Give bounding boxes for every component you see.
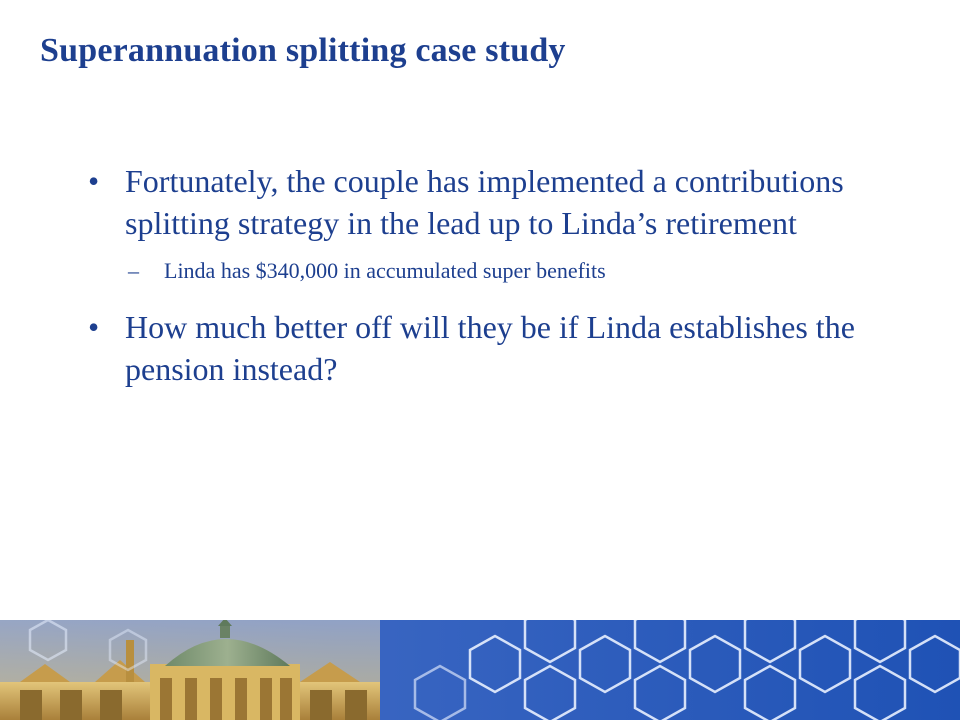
sub-bullet-item-1	[88, 256, 888, 286]
bullet-text: How much better off will they be if Linda establishes the pension instead?	[125, 309, 855, 387]
bullet-text: Fortunately, the couple has implemented a contributions splitting strategy in the lead up to Linda’s retirement	[125, 163, 844, 241]
sub-bullet-text: Linda has $340,000 in accumulated super benefits	[164, 258, 606, 283]
sub-bullet-marker: –	[128, 258, 139, 283]
footer-banner-image	[0, 620, 960, 720]
bullet-item-2	[88, 306, 888, 390]
slide-title: Superannuation splitting case study	[40, 32, 566, 69]
bullet-item-1	[88, 160, 888, 244]
bullet-marker: •	[88, 163, 100, 199]
bullet-marker: •	[88, 309, 100, 345]
slide-body	[88, 160, 888, 402]
